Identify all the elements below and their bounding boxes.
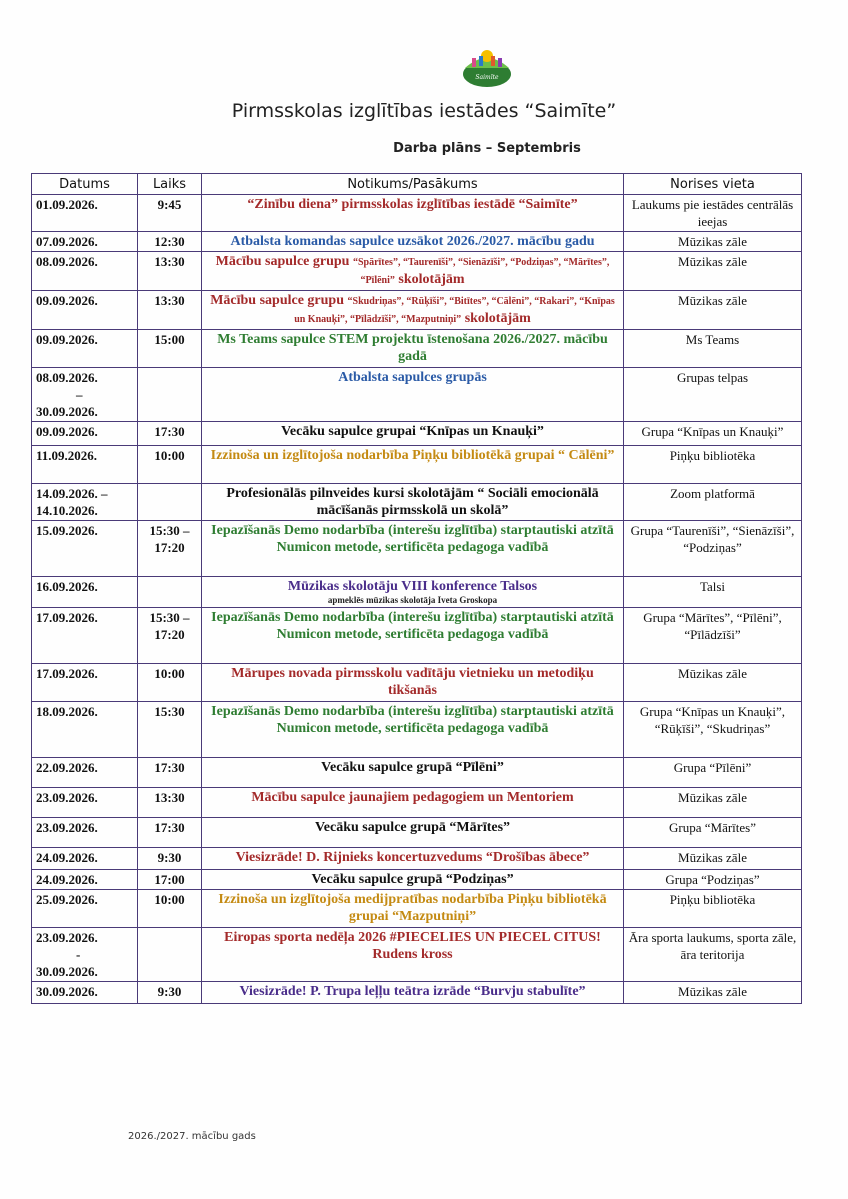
- date-start: 08.09.2026.: [36, 370, 98, 385]
- row-time: [138, 577, 202, 608]
- row-time: 17:30: [138, 818, 202, 848]
- row-time: [138, 484, 202, 521]
- row-time: 13:30: [138, 291, 202, 330]
- row-date: 16.09.2026.: [32, 577, 138, 608]
- row-place: Mūzikas zāle: [624, 982, 802, 1004]
- date-end: 30.09.2026.: [36, 964, 98, 979]
- column-header-date: Datums: [32, 174, 138, 195]
- table-row: [32, 758, 802, 788]
- column-header-time: Laiks: [138, 174, 202, 195]
- table-row: [32, 232, 802, 252]
- table-row: [32, 870, 802, 890]
- row-place: Grupas telpas: [624, 368, 802, 422]
- table-row: [32, 608, 802, 664]
- row-date: 30.09.2026.: [32, 982, 138, 1004]
- table-row: [32, 982, 802, 1004]
- row-date: [32, 928, 138, 982]
- row-time: 15:30: [138, 702, 202, 758]
- row-date: 15.09.2026.: [32, 521, 138, 577]
- row-place: Laukums pie iestādes centrālās ieejas: [624, 195, 802, 232]
- row-time: [138, 368, 202, 422]
- row-event: Vecāku sapulce grupā “Podziņas”: [202, 870, 624, 890]
- event-lead: Mācību sapulce grupu: [210, 293, 345, 308]
- table-row: [32, 484, 802, 521]
- row-place: Talsi: [624, 577, 802, 608]
- row-place: Āra sporta laukums, sporta zāle, āra teritorija: [624, 928, 802, 982]
- row-time: 17:30: [138, 422, 202, 446]
- row-date: 11.09.2026.: [32, 446, 138, 484]
- row-time: 12:30: [138, 232, 202, 252]
- table-row: [32, 664, 802, 702]
- row-place: Grupa “Knīpas un Knauķi”, “Rūķīši”, “Skudriņas”: [624, 702, 802, 758]
- event-note: apmeklēs mūzikas skolotāja Iveta Groskopa: [327, 595, 498, 605]
- row-place: Mūzikas zāle: [624, 291, 802, 330]
- row-event: Vecāku sapulce grupai “Knīpas un Knauķi”: [202, 422, 624, 446]
- table-row: [32, 291, 802, 330]
- row-time: 15:30 – 17:20: [138, 521, 202, 577]
- row-time: 17:00: [138, 870, 202, 890]
- table-row: [32, 252, 802, 291]
- row-place: Grupa “Taurenīši”, “Sienāzīši”, “Podziņas”: [624, 521, 802, 577]
- table-row: [32, 577, 802, 608]
- logo-text: Saimīte: [475, 74, 499, 81]
- row-place: Grupa “Pīlēni”: [624, 758, 802, 788]
- row-event: Vecāku sapulce grupā “Pīlēni”: [202, 758, 624, 788]
- event-title: Mūzikas skolotāju VIII konference Talsos: [287, 579, 538, 594]
- row-date: 09.09.2026.: [32, 291, 138, 330]
- date-start: 23.09.2026.: [36, 930, 98, 945]
- date-separator: -: [76, 947, 81, 962]
- row-event: Mācību sapulce jaunajiem pedagogiem un Mentoriem: [202, 788, 624, 818]
- row-date: 14.09.2026. – 14.10.2026.: [32, 484, 138, 521]
- event-tail: skolotājām: [398, 272, 465, 287]
- row-time: [138, 928, 202, 982]
- row-place: Mūzikas zāle: [624, 788, 802, 818]
- row-event: Viesizrāde! P. Trupa leļļu teātra izrāde “Burvju stabulīte”: [202, 982, 624, 1004]
- page-subtitle: Darba plāns – Septembris: [393, 141, 581, 156]
- table-row: [32, 928, 802, 982]
- logo: [458, 44, 516, 88]
- row-event: Iepazīšanās Demo nodarbība (interešu izglītība) starptautiski atzītā Numicon metode, sertificēta pedagoga vadībā: [202, 521, 624, 577]
- row-date: 07.09.2026.: [32, 232, 138, 252]
- table-row: [32, 788, 802, 818]
- table-row: [32, 330, 802, 368]
- row-place: Zoom platformā: [624, 484, 802, 521]
- row-place: Mūzikas zāle: [624, 664, 802, 702]
- row-event: [202, 291, 624, 330]
- table-row: [32, 446, 802, 484]
- row-event: Eiropas sporta nedēļa 2026 #PIECELIES UN PIECEL CITUS! Rudens kross: [202, 928, 624, 982]
- event-lead: Mācību sapulce grupu: [215, 254, 350, 269]
- page-title: Pirmsskolas izglītības iestādes “Saimīte”: [231, 100, 617, 122]
- row-date: 25.09.2026.: [32, 890, 138, 928]
- row-date: [32, 368, 138, 422]
- row-place: Grupa “Mārītes”: [624, 818, 802, 848]
- date-end: 30.09.2026.: [36, 404, 98, 419]
- table-row: [32, 818, 802, 848]
- row-place: Piņķu bibliotēka: [624, 890, 802, 928]
- row-place: Mūzikas zāle: [624, 252, 802, 291]
- row-date: 24.09.2026.: [32, 870, 138, 890]
- row-place: Piņķu bibliotēka: [624, 446, 802, 484]
- event-tail: skolotājām: [464, 311, 531, 326]
- row-event: [202, 577, 624, 608]
- row-event: Profesionālās pilnveides kursi skolotājām “ Sociāli emocionālā mācīšanās pirmsskolā un skolā”: [202, 484, 624, 521]
- row-time: 13:30: [138, 252, 202, 291]
- row-date: 17.09.2026.: [32, 608, 138, 664]
- row-time: 15:00: [138, 330, 202, 368]
- table-row: [32, 702, 802, 758]
- row-time: 10:00: [138, 890, 202, 928]
- row-event: “Zinību diena” pirmsskolas izglītības iestādē “Saimīte”: [202, 195, 624, 232]
- table-row: [32, 890, 802, 928]
- row-time: 15:30 – 17:20: [138, 608, 202, 664]
- date-separator: –: [76, 387, 83, 402]
- row-event: Atbalsta komandas sapulce uzsākot 2026./2027. mācību gadu: [202, 232, 624, 252]
- row-date: 17.09.2026.: [32, 664, 138, 702]
- table-header-row: [32, 174, 802, 195]
- row-time: 9:30: [138, 848, 202, 870]
- footer-school-year: 2026./2027. mācību gads: [128, 1131, 256, 1142]
- row-place: Mūzikas zāle: [624, 232, 802, 252]
- saimite-logo-icon: [458, 44, 516, 88]
- column-header-place: Norises vieta: [624, 174, 802, 195]
- row-event: Atbalsta sapulces grupās: [202, 368, 624, 422]
- row-place: Grupa “Knīpas un Knauķi”: [624, 422, 802, 446]
- row-time: 9:30: [138, 982, 202, 1004]
- row-event: Iepazīšanās Demo nodarbība (interešu izglītība) starptautiski atzītā Numicon metode, sertificēta pedagoga vadībā: [202, 608, 624, 664]
- row-event: Vecāku sapulce grupā “Mārītes”: [202, 818, 624, 848]
- row-time: 17:30: [138, 758, 202, 788]
- table-row: [32, 422, 802, 446]
- row-event: Izzinoša un izglītojoša nodarbība Piņķu bibliotēkā grupai “ Cālēni”: [202, 446, 624, 484]
- row-date: 23.09.2026.: [32, 788, 138, 818]
- table-row: [32, 368, 802, 422]
- row-event: [202, 252, 624, 291]
- row-place: Grupa “Podziņas”: [624, 870, 802, 890]
- table-row: [32, 195, 802, 232]
- row-date: 22.09.2026.: [32, 758, 138, 788]
- row-date: 08.09.2026.: [32, 252, 138, 291]
- work-plan-table: [31, 173, 802, 1004]
- row-date: 24.09.2026.: [32, 848, 138, 870]
- row-date: 09.09.2026.: [32, 330, 138, 368]
- row-event: Viesizrāde! D. Rijnieks koncertuzvedums “Drošības ābece”: [202, 848, 624, 870]
- event-groups: “Skudriņas”, “Rūķīši”, “Bitītes”, “Cālēni”, “Rakari”, “Knīpas un Knauķi”, “Pīlādzīši”, “Mazputniņi”: [294, 296, 615, 325]
- row-time: 10:00: [138, 664, 202, 702]
- row-time: 10:00: [138, 446, 202, 484]
- row-time: 9:45: [138, 195, 202, 232]
- table-row: [32, 848, 802, 870]
- row-date: 18.09.2026.: [32, 702, 138, 758]
- row-event: Izzinoša un izglītojoša medijpratības nodarbība Piņķu bibliotēkā grupai “Mazputniņi”: [202, 890, 624, 928]
- event-groups: “Spārītes”, “Taurenīši”, “Sienāzīši”, “Podziņas”, “Mārītes”, “Pīlēni”: [352, 257, 610, 286]
- row-place: Ms Teams: [624, 330, 802, 368]
- row-place: Grupa “Mārītes”, “Pīlēni”, “Pīlādzīši”: [624, 608, 802, 664]
- row-event: Ms Teams sapulce STEM projektu īstenošana 2026./2027. mācību gadā: [202, 330, 624, 368]
- table-row: [32, 521, 802, 577]
- row-date: 23.09.2026.: [32, 818, 138, 848]
- row-date: 01.09.2026.: [32, 195, 138, 232]
- row-event: Mārupes novada pirmsskolu vadītāju vietnieku un metodiķu tikšanās: [202, 664, 624, 702]
- column-header-event: Notikums/Pasākums: [202, 174, 624, 195]
- row-place: Mūzikas zāle: [624, 848, 802, 870]
- row-date: 09.09.2026.: [32, 422, 138, 446]
- row-event: Iepazīšanās Demo nodarbība (interešu izglītība) starptautiski atzītā Numicon metode, sertificēta pedagoga vadībā: [202, 702, 624, 758]
- row-time: 13:30: [138, 788, 202, 818]
